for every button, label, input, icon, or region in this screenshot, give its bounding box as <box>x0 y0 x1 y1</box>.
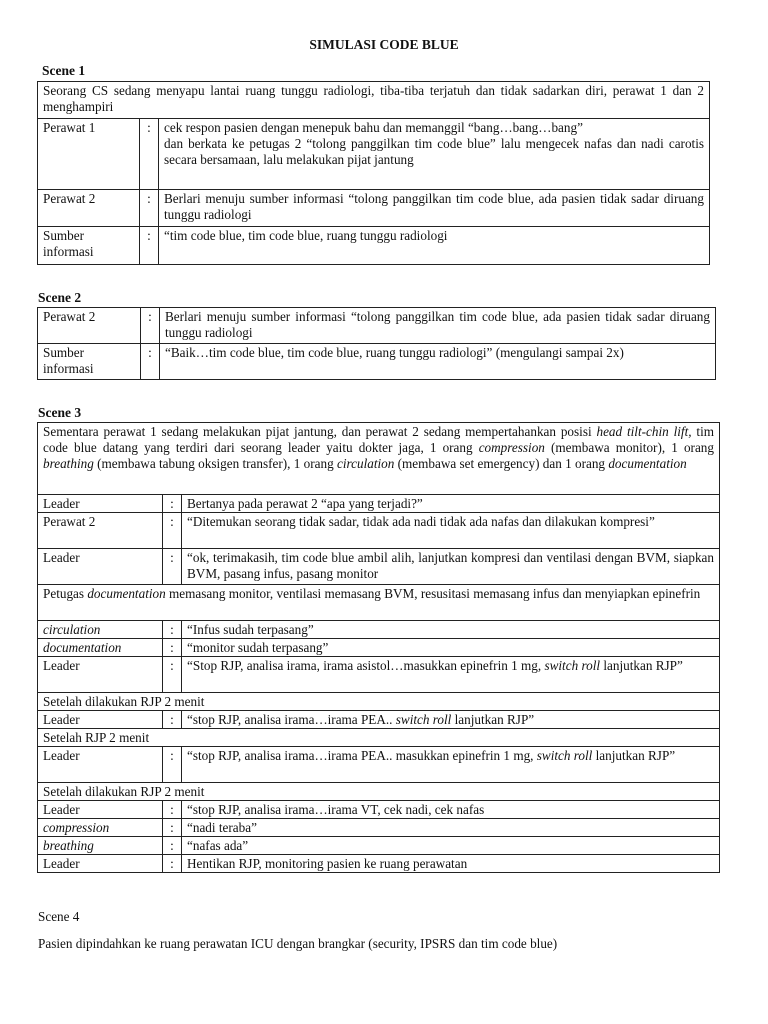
scene-2-heading: Scene 2 <box>38 290 82 305</box>
dialogue-text: lanjutkan RJP” <box>592 748 676 763</box>
role-cell: compression <box>38 819 163 837</box>
dialogue-cell <box>182 657 720 693</box>
role-cell: Sumber informasi <box>38 344 141 380</box>
dialogue-cell: “ok, terimakasih, tim code blue ambil alih, lanjutkan kompresi dan ventilasi dengan BVM, siapkan BVM, pasang infus, pasang monitor <box>182 549 720 585</box>
separator-cell: : <box>140 227 159 265</box>
dialogue-cell: “nafas ada” <box>182 837 720 855</box>
role-cell: Perawat 2 <box>38 513 163 549</box>
role-cell: Leader <box>38 855 163 873</box>
separator-cell: : <box>163 711 182 729</box>
table-row <box>38 693 720 711</box>
table-row <box>38 585 720 621</box>
dialogue-text: lanjutkan RJP” <box>600 658 683 673</box>
table-row <box>38 227 710 265</box>
table-row <box>38 190 710 227</box>
scene-4-heading: Scene 4 <box>38 909 80 924</box>
table-row <box>38 308 716 344</box>
dialogue-line: dan berkata ke petugas 2 “tolong panggilkan tim code blue” lalu mengecek nafas dan nadi carotis secara bersamaan, lalu melakukan pijat jantung <box>164 136 704 167</box>
intro-text: Sementara perawat 1 sedang melakukan pijat jantung, dan perawat 2 sedang mempertahankan posisi <box>43 424 597 439</box>
dialogue-cell: Bertanya pada perawat 2 “apa yang terjadi?” <box>182 495 720 513</box>
table-row <box>38 639 720 657</box>
table-row <box>38 549 720 585</box>
scene-3-table <box>37 422 720 873</box>
table-row <box>38 711 720 729</box>
table-row <box>38 657 720 693</box>
note-italic: documentation <box>87 586 166 601</box>
dialogue-text: lanjutkan RJP” <box>451 712 535 727</box>
separator-cell: : <box>163 837 182 855</box>
role-cell: documentation <box>38 639 163 657</box>
dialogue-line: cek respon pasien dengan menepuk bahu dan memanggil “bang…bang…bang” <box>164 120 583 135</box>
separator-cell: : <box>141 344 160 380</box>
dialogue-cell <box>182 711 720 729</box>
role-cell: Leader <box>38 747 163 783</box>
intro-italic: circulation <box>336 456 395 471</box>
note-text: Petugas <box>43 586 88 601</box>
intro-italic: breathing <box>43 456 94 471</box>
dialogue-cell: “Ditemukan seorang tidak sadar, tidak ada nadi tidak ada nafas dan dilakukan kompresi” <box>182 513 720 549</box>
separator-cell: : <box>163 495 182 513</box>
intro-text: (membawa set emergency) dan 1 orang <box>394 456 609 471</box>
role-cell: circulation <box>38 621 163 639</box>
intro-text: (membawa tabung oksigen transfer), 1 orang <box>93 456 337 471</box>
separator-cell: : <box>163 855 182 873</box>
role-cell: Sumber informasi <box>38 227 140 265</box>
dialogue-cell: “monitor sudah terpasang” <box>182 639 720 657</box>
note-cell: Setelah RJP 2 menit <box>38 729 720 747</box>
dialogue-cell: “Infus sudah terpasang” <box>182 621 720 639</box>
intro-text: tim code blue datang yang terdiri dari seorang leader yaitu dokter jaga, 1 orang <box>43 424 714 455</box>
separator-cell: : <box>140 190 159 227</box>
separator-cell: : <box>163 549 182 585</box>
separator-cell: : <box>163 621 182 639</box>
role-cell: Perawat 1 <box>38 119 140 190</box>
separator-cell: : <box>163 801 182 819</box>
role-cell: Perawat 2 <box>38 190 140 227</box>
table-row <box>38 513 720 549</box>
dialogue-cell: Berlari menuju sumber informasi “tolong panggilkan tim code blue, ada pasien tidak sadar diruang tunggu radiologi <box>160 308 716 344</box>
scene-4-text: Pasien dipindahkan ke ruang perawatan ICU dengan brangkar (security, IPSRS dan tim code blue) <box>38 936 558 951</box>
scene-1-table <box>37 81 710 265</box>
separator-cell: : <box>163 657 182 693</box>
role-cell: Leader <box>38 549 163 585</box>
separator-cell: : <box>163 513 182 549</box>
dialogue-text: “Stop RJP, analisa irama, irama asistol…masukkan epinefrin 1 mg, <box>187 658 545 673</box>
dialogue-cell: “Baik…tim code blue, tim code blue, ruang tunggu radiologi” (mengulangi sampai 2x) <box>160 344 716 380</box>
dialogue-cell <box>182 747 720 783</box>
intro-italic: head tilt-chin lift, <box>596 424 692 439</box>
note-text: memasang monitor, ventilasi memasang BVM, resusitasi memasang infus dan menyiapkan epinefrin <box>165 586 701 601</box>
table-row <box>38 801 720 819</box>
scene-1-heading: Scene 1 <box>42 63 86 78</box>
role-cell: Leader <box>38 495 163 513</box>
intro-italic: documentation <box>608 456 687 471</box>
role-cell: Leader <box>38 801 163 819</box>
table-row <box>38 495 720 513</box>
table-row <box>38 621 720 639</box>
separator-cell: : <box>163 819 182 837</box>
scene-3-heading: Scene 3 <box>38 405 82 420</box>
scene-1-intro: Seorang CS sedang menyapu lantai ruang tunggu radiologi, tiba-tiba terjatuh dan tidak sadarkan diri, perawat 1 dan 2 menghampiri <box>38 82 710 119</box>
scene-3-intro-row <box>38 423 720 495</box>
table-row <box>38 819 720 837</box>
table-row <box>38 119 710 190</box>
dialogue-cell: Hentikan RJP, monitoring pasien ke ruang perawatan <box>182 855 720 873</box>
dialogue-cell: “stop RJP, analisa irama…irama VT, cek nadi, cek nafas <box>182 801 720 819</box>
scene-3-intro <box>38 423 720 495</box>
separator-cell: : <box>140 119 159 190</box>
table-row <box>38 783 720 801</box>
table-row <box>38 837 720 855</box>
table-row <box>38 855 720 873</box>
role-cell: breathing <box>38 837 163 855</box>
note-cell: Setelah dilakukan RJP 2 menit <box>38 783 720 801</box>
note-cell <box>38 585 720 621</box>
dialogue-cell: “tim code blue, tim code blue, ruang tunggu radiologi <box>159 227 710 265</box>
scene-2-table <box>37 307 716 380</box>
intro-text: (membawa monitor), 1 orang <box>544 440 714 455</box>
role-cell: Leader <box>38 657 163 693</box>
role-cell: Perawat 2 <box>38 308 141 344</box>
dialogue-text: “stop RJP, analisa irama…irama PEA.. masukkan epinefrin 1 mg, <box>187 748 537 763</box>
role-cell: Leader <box>38 711 163 729</box>
dialogue-cell: Berlari menuju sumber informasi “tolong panggilkan tim code blue, ada pasien tidak sadar diruang tunggu radiologi <box>159 190 710 227</box>
note-cell: Setelah dilakukan RJP 2 menit <box>38 693 720 711</box>
dialogue-italic: switch roll <box>544 658 601 673</box>
intro-italic: compression <box>478 440 545 455</box>
dialogue-cell: “nadi teraba” <box>182 819 720 837</box>
scene-1-intro-row <box>38 82 710 119</box>
dialogue-italic: switch roll <box>395 712 452 727</box>
dialogue-italic: switch roll <box>536 748 593 763</box>
separator-cell: : <box>141 308 160 344</box>
separator-cell: : <box>163 639 182 657</box>
separator-cell: : <box>163 747 182 783</box>
dialogue-text: “stop RJP, analisa irama…irama PEA.. <box>187 712 396 727</box>
table-row <box>38 729 720 747</box>
table-row <box>38 344 716 380</box>
table-row <box>38 747 720 783</box>
dialogue-cell <box>159 119 710 190</box>
document-title: SIMULASI CODE BLUE <box>309 37 459 52</box>
